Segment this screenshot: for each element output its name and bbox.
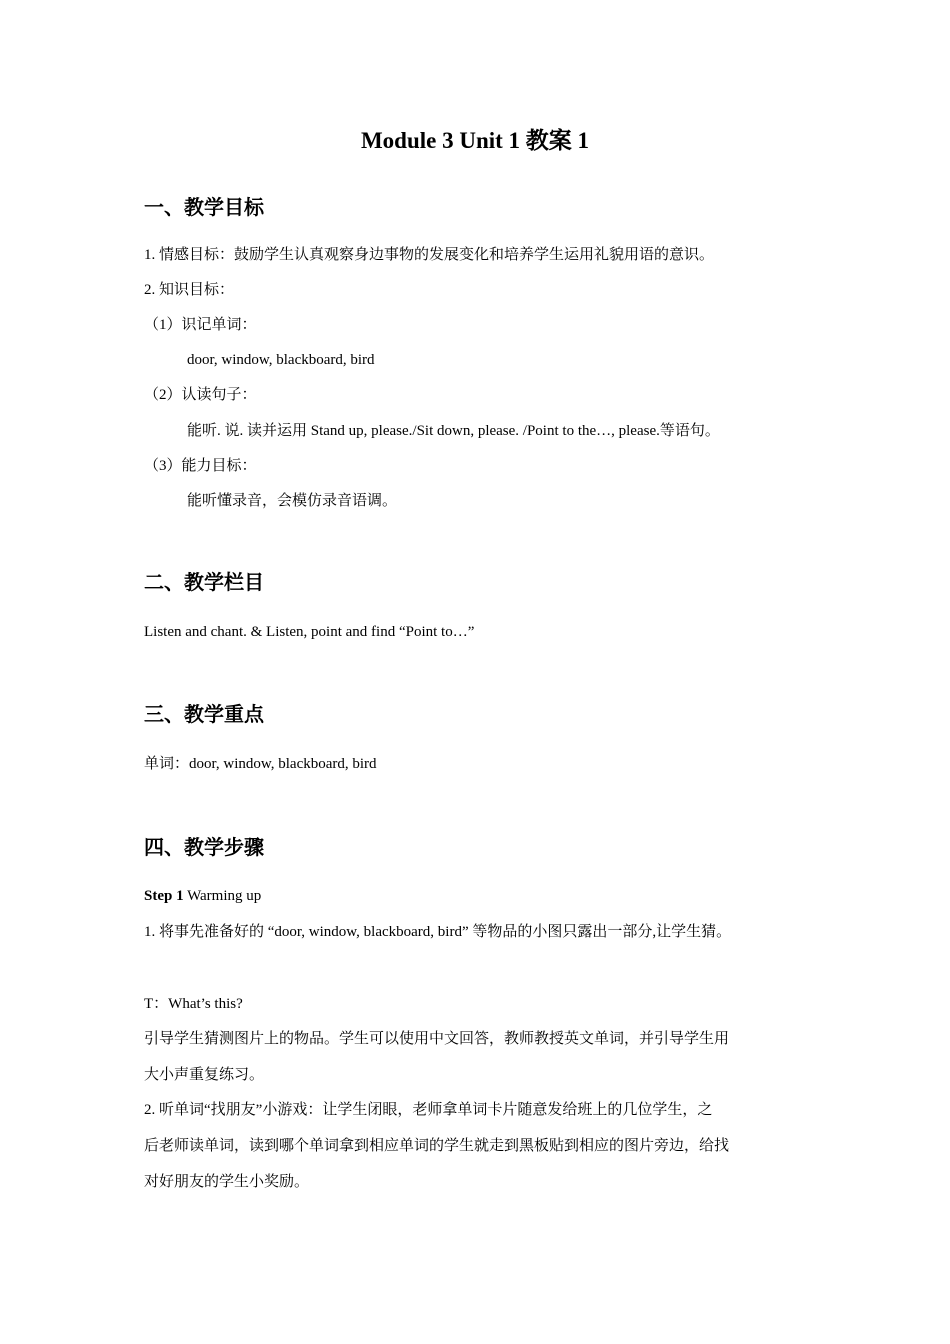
step-title: Warming up xyxy=(183,888,262,904)
columns-content: Listen and chant. & Listen, point and find “Point to…” xyxy=(144,624,475,640)
key-points-content: 单词：door, window, blackboard, bird xyxy=(144,756,377,772)
section-heading-objectives: 一、教学目标 xyxy=(144,195,264,219)
step-label: Step 1 xyxy=(144,888,184,904)
step-paragraph-3b: 后老师读单词，读到哪个单词拿到相应单词的学生就走到黑板贴到相应的图片旁边，给找 xyxy=(144,1138,730,1154)
document-title: Module 3 Unit 1 教案 1 xyxy=(360,128,590,153)
step-1-heading xyxy=(144,885,261,907)
step-paragraph-2a: 引导学生猜测图片上的物品。学生可以使用中文回答，教师教授英文单词，并引导学生用 xyxy=(144,1031,730,1047)
section-heading-steps: 四、教学步骤 xyxy=(144,835,264,859)
sub-label-ability: （3）能力目标： xyxy=(144,458,257,474)
sub-label-words: （1）识记单词： xyxy=(144,317,257,333)
objective-knowledge: 2. 知识目标： xyxy=(144,282,235,298)
section-heading-columns: 二、教学栏目 xyxy=(144,570,264,594)
sub-content-words: door, window, blackboard, bird xyxy=(187,352,375,368)
step-dialogue-line: T：What’s this? xyxy=(144,996,243,1012)
section-heading-key-points: 三、教学重点 xyxy=(144,702,264,726)
sub-content-sentences: 能听. 说. 读并运用 Stand up, please./Sit down, please. /Point to the…, please.等语句。 xyxy=(187,423,720,439)
sub-label-sentences: （2）认读句子： xyxy=(144,387,257,403)
sub-content-ability: 能听懂录音，会模仿录音语调。 xyxy=(187,493,398,509)
objective-emotional: 1. 情感目标：鼓励学生认真观察身边事物的发展变化和培养学生运用礼貌用语的意识。 xyxy=(144,247,715,263)
step-paragraph-3a: 2. 听单词“找朋友”小游戏：让学生闭眼，老师拿单词卡片随意发给班上的几位学生，之 xyxy=(144,1102,713,1118)
step-paragraph-1: 1. 将事先准备好的 “door, window, blackboard, bird” 等物品的小图只露出一部分,让学生猜。 xyxy=(144,924,732,940)
step-paragraph-3c: 对好朋友的学生小奖励。 xyxy=(144,1174,310,1190)
step-paragraph-2b: 大小声重复练习。 xyxy=(144,1067,265,1083)
